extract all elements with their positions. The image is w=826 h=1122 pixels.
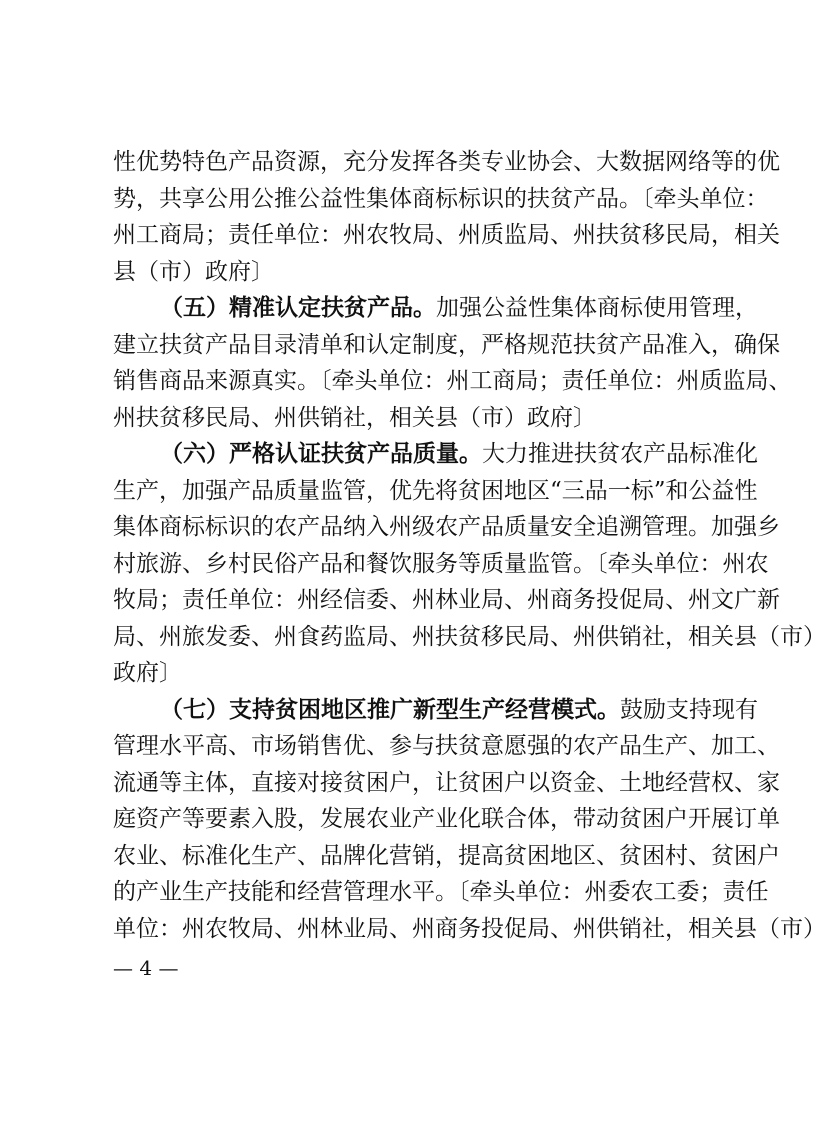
- paragraph-line: 管理水平高、市场销售优、参与扶贫意愿强的农产品生产、加工、: [113, 733, 780, 759]
- paragraph-line: 性优势特色产品资源，充分发挥各类专业协会、大数据网络等的优: [113, 149, 780, 175]
- section-6-text: 大力推进扶贫农产品标准化: [482, 441, 758, 467]
- paragraph-line: 农业、标准化生产、品牌化营销，提高贫困地区、贫困村、贫困户: [113, 842, 780, 869]
- page-number: — 4 —: [113, 956, 179, 980]
- paragraph-line: 局、州旅发委、州食药监局、州扶贫移民局、州供销社，相关县（市）: [113, 623, 826, 650]
- paragraph-line: 的产业生产技能和经营管理水平。〔牵头单位：州委农工委；责任: [113, 879, 769, 905]
- paragraph-line: 流通等主体，直接对接贫困户，让贫困户以资金、土地经营权、家: [113, 769, 780, 796]
- paragraph-line: 集体商标标识的农产品纳入州级农产品质量安全追溯管理。加强乡: [113, 514, 780, 540]
- section-6-first-line: [160, 434, 758, 474]
- paragraph-line: 牧局；责任单位：州经信委、州林业局、州商务投促局、州文广新: [113, 587, 780, 613]
- paragraph-line: 政府〕: [113, 660, 182, 686]
- paragraph-line: 生产，加强产品质量监管，优先将贫困地区“三品一标”和公益性: [113, 477, 758, 504]
- paragraph-line: 势，共享公用公推公益性集体商标标识的扶贫产品。〔牵头单位：: [113, 185, 769, 212]
- paragraph-line: 村旅游、乡村民俗产品和餐饮服务等质量监管。〔牵头单位：州农: [113, 550, 769, 577]
- section-7-first-line: [160, 690, 758, 730]
- section-6-heading: （六）严格认证扶贫产品质量。: [160, 441, 482, 467]
- paragraph-line: 单位：州农牧局、州林业局、州商务投促局、州供销社，相关县（市）: [113, 915, 826, 942]
- section-5-heading: （五）精准认定扶贫产品。: [160, 295, 436, 321]
- paragraph-line: 县（市）政府〕: [113, 258, 274, 285]
- section-5-text: 加强公益性集体商标使用管理，: [436, 295, 758, 321]
- section-7-text: 鼓励支持现有: [620, 696, 758, 723]
- paragraph-line: 销售商品来源真实。〔牵头单位：州工商局；责任单位：州质监局、: [113, 368, 792, 394]
- paragraph-line: 州扶贫移民局、州供销社，相关县（市）政府〕: [113, 404, 596, 431]
- paragraph-line: 州工商局；责任单位：州农牧局、州质监局、州扶贫移民局，相关: [113, 222, 780, 248]
- paragraph-line: 庭资产等要素入股，发展农业产业化联合体，带动贫困户开展订单: [113, 806, 780, 832]
- section-5-first-line: [160, 288, 758, 328]
- section-7-heading: （七）支持贫困地区推广新型生产经营模式。: [160, 696, 620, 723]
- paragraph-line: 建立扶贫产品目录清单和认定制度，严格规范扶贫产品准入，确保: [113, 331, 780, 358]
